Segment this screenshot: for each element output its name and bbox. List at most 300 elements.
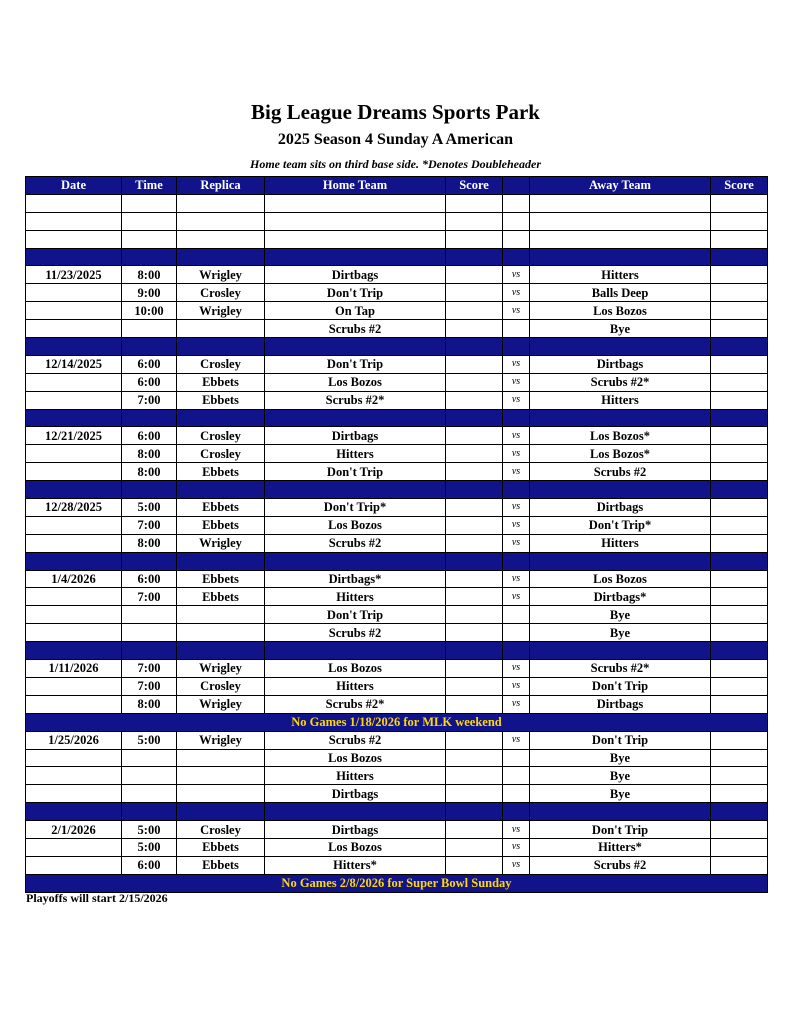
replica-cell: Ebbets	[177, 499, 265, 517]
home-team-cell: Los Bozos	[265, 749, 446, 767]
away-team-cell: Dirtbags*	[530, 588, 711, 606]
home-team-cell: Scrubs #2*	[265, 391, 446, 409]
separator-cell	[711, 642, 768, 660]
blank-cell	[446, 230, 503, 248]
column-header-home-score: Score	[446, 177, 503, 195]
game-row	[26, 677, 768, 695]
replica-cell	[177, 624, 265, 642]
vs-cell: vs	[503, 570, 530, 588]
separator-cell	[530, 803, 711, 821]
time-cell: 5:00	[122, 821, 177, 839]
game-row	[26, 838, 768, 856]
replica-cell: Wrigley	[177, 731, 265, 749]
home-team-cell: Hitters	[265, 677, 446, 695]
separator-cell	[122, 642, 177, 660]
separator-cell	[265, 803, 446, 821]
date-cell	[26, 749, 122, 767]
away-score-cell	[711, 767, 768, 785]
time-cell: 8:00	[122, 695, 177, 713]
vs-cell: vs	[503, 284, 530, 302]
separator-cell	[446, 248, 503, 266]
column-header-replica: Replica	[177, 177, 265, 195]
vs-cell: vs	[503, 856, 530, 874]
away-score-cell	[711, 785, 768, 803]
date-cell	[26, 463, 122, 481]
separator-cell	[530, 481, 711, 499]
playoffs-note: Playoffs will start 2/15/2026	[26, 891, 168, 905]
home-team-cell: Don't Trip	[265, 463, 446, 481]
away-team-cell: Scrubs #2*	[530, 660, 711, 678]
separator-cell	[503, 552, 530, 570]
blank-cell	[711, 194, 768, 212]
blank-cell	[446, 194, 503, 212]
game-row	[26, 499, 768, 517]
home-score-cell	[446, 516, 503, 534]
vs-cell: vs	[503, 445, 530, 463]
blank-row	[26, 194, 768, 212]
game-row	[26, 749, 768, 767]
away-team-cell: Hitters*	[530, 838, 711, 856]
game-row	[26, 516, 768, 534]
date-cell	[26, 785, 122, 803]
separator-cell	[122, 338, 177, 356]
away-score-cell	[711, 624, 768, 642]
separator-cell	[265, 338, 446, 356]
vs-cell: vs	[503, 534, 530, 552]
away-team-cell: Bye	[530, 767, 711, 785]
blank-cell	[711, 212, 768, 230]
home-score-cell	[446, 767, 503, 785]
date-cell	[26, 516, 122, 534]
blank-cell	[177, 230, 265, 248]
home-score-cell	[446, 284, 503, 302]
replica-cell	[177, 785, 265, 803]
game-row	[26, 266, 768, 284]
column-header-vs	[503, 177, 530, 195]
home-score-cell	[446, 749, 503, 767]
replica-cell: Ebbets	[177, 570, 265, 588]
date-cell: 12/21/2025	[26, 427, 122, 445]
home-team-cell: Hitters	[265, 767, 446, 785]
away-score-cell	[711, 284, 768, 302]
replica-cell: Crosley	[177, 821, 265, 839]
separator-cell	[446, 481, 503, 499]
home-score-cell	[446, 534, 503, 552]
away-score-cell	[711, 302, 768, 320]
away-team-cell: Dirtbags	[530, 499, 711, 517]
away-score-cell	[711, 373, 768, 391]
home-team-cell: Los Bozos	[265, 838, 446, 856]
away-team-cell: Hitters	[530, 534, 711, 552]
game-row	[26, 355, 768, 373]
separator-cell	[265, 552, 446, 570]
no-games-text: No Games 2/8/2026 for Super Bowl Sunday	[26, 874, 768, 892]
blank-cell	[177, 194, 265, 212]
column-header-date: Date	[26, 177, 122, 195]
blank-cell	[26, 230, 122, 248]
home-team-cell: Scrubs #2	[265, 731, 446, 749]
separator-row	[26, 552, 768, 570]
date-cell	[26, 284, 122, 302]
no-games-text: No Games 1/18/2026 for MLK weekend	[26, 713, 768, 731]
time-cell: 6:00	[122, 427, 177, 445]
separator-cell	[26, 803, 122, 821]
vs-cell: vs	[503, 731, 530, 749]
date-cell	[26, 624, 122, 642]
vs-cell: vs	[503, 373, 530, 391]
separator-cell	[446, 552, 503, 570]
vs-cell: vs	[503, 821, 530, 839]
separator-cell	[265, 481, 446, 499]
separator-cell	[177, 803, 265, 821]
home-team-cell: Don't Trip	[265, 355, 446, 373]
home-score-cell	[446, 606, 503, 624]
separator-cell	[503, 642, 530, 660]
separator-row	[26, 409, 768, 427]
separator-cell	[122, 409, 177, 427]
game-row	[26, 821, 768, 839]
away-score-cell	[711, 660, 768, 678]
blank-cell	[122, 212, 177, 230]
home-score-cell	[446, 373, 503, 391]
date-cell	[26, 677, 122, 695]
blank-cell	[503, 230, 530, 248]
separator-cell	[711, 248, 768, 266]
away-team-cell: Los Bozos	[530, 302, 711, 320]
away-score-cell	[711, 266, 768, 284]
separator-cell	[265, 409, 446, 427]
date-cell	[26, 838, 122, 856]
away-score-cell	[711, 588, 768, 606]
home-score-cell	[446, 838, 503, 856]
date-cell	[26, 320, 122, 338]
replica-cell: Ebbets	[177, 856, 265, 874]
vs-cell: vs	[503, 266, 530, 284]
game-row	[26, 373, 768, 391]
replica-cell	[177, 320, 265, 338]
vs-cell: vs	[503, 838, 530, 856]
game-row	[26, 606, 768, 624]
separator-cell	[122, 552, 177, 570]
column-header-time: Time	[122, 177, 177, 195]
separator-cell	[711, 338, 768, 356]
game-row	[26, 588, 768, 606]
away-team-cell: Scrubs #2	[530, 463, 711, 481]
schedule-body	[26, 194, 768, 892]
game-row	[26, 695, 768, 713]
time-cell	[122, 785, 177, 803]
away-team-cell: Don't Trip	[530, 677, 711, 695]
date-cell: 12/14/2025	[26, 355, 122, 373]
date-cell	[26, 445, 122, 463]
home-team-cell: Dirtbags*	[265, 570, 446, 588]
blank-row	[26, 212, 768, 230]
away-score-cell	[711, 821, 768, 839]
schedule-table	[25, 176, 768, 893]
column-header-away-team: Away Team	[530, 177, 711, 195]
away-score-cell	[711, 677, 768, 695]
table-header-row	[26, 177, 768, 195]
separator-cell	[503, 409, 530, 427]
date-cell: 12/28/2025	[26, 499, 122, 517]
replica-cell: Ebbets	[177, 463, 265, 481]
blank-cell	[265, 230, 446, 248]
vs-cell	[503, 606, 530, 624]
blank-cell	[26, 194, 122, 212]
away-team-cell: Los Bozos*	[530, 427, 711, 445]
away-team-cell: Los Bozos*	[530, 445, 711, 463]
schedule-note: Home team sits on third base side. *Denotes Doubleheader	[250, 157, 541, 171]
home-team-cell: Hitters*	[265, 856, 446, 874]
away-score-cell	[711, 570, 768, 588]
blank-cell	[122, 194, 177, 212]
separator-row	[26, 803, 768, 821]
home-team-cell: Dirtbags	[265, 821, 446, 839]
vs-cell: vs	[503, 302, 530, 320]
away-team-cell: Bye	[530, 624, 711, 642]
vs-cell: vs	[503, 695, 530, 713]
separator-cell	[122, 481, 177, 499]
vs-cell: vs	[503, 391, 530, 409]
game-row	[26, 302, 768, 320]
time-cell: 6:00	[122, 355, 177, 373]
away-score-cell	[711, 606, 768, 624]
home-team-cell: Dirtbags	[265, 785, 446, 803]
date-cell: 1/11/2026	[26, 660, 122, 678]
time-cell: 7:00	[122, 588, 177, 606]
vs-cell	[503, 624, 530, 642]
blank-row	[26, 230, 768, 248]
away-team-cell: Balls Deep	[530, 284, 711, 302]
time-cell: 7:00	[122, 677, 177, 695]
separator-cell	[530, 248, 711, 266]
home-team-cell: Scrubs #2	[265, 534, 446, 552]
vs-cell: vs	[503, 499, 530, 517]
separator-cell	[503, 338, 530, 356]
separator-row	[26, 338, 768, 356]
home-score-cell	[446, 302, 503, 320]
away-score-cell	[711, 391, 768, 409]
replica-cell: Wrigley	[177, 534, 265, 552]
away-team-cell: Bye	[530, 606, 711, 624]
time-cell: 6:00	[122, 373, 177, 391]
home-score-cell	[446, 391, 503, 409]
separator-row	[26, 248, 768, 266]
replica-cell: Ebbets	[177, 838, 265, 856]
game-row	[26, 463, 768, 481]
separator-cell	[265, 248, 446, 266]
replica-cell: Wrigley	[177, 660, 265, 678]
time-cell	[122, 749, 177, 767]
away-team-cell: Hitters	[530, 391, 711, 409]
home-score-cell	[446, 445, 503, 463]
no-games-row	[26, 713, 768, 731]
blank-cell	[530, 212, 711, 230]
game-row	[26, 427, 768, 445]
blank-cell	[503, 194, 530, 212]
home-team-cell: Don't Trip*	[265, 499, 446, 517]
separator-cell	[26, 409, 122, 427]
page-title: Big League Dreams Sports Park	[251, 100, 540, 124]
home-team-cell: Los Bozos	[265, 373, 446, 391]
time-cell: 10:00	[122, 302, 177, 320]
blank-cell	[177, 212, 265, 230]
away-team-cell: Don't Trip	[530, 731, 711, 749]
time-cell: 7:00	[122, 660, 177, 678]
home-team-cell: Don't Trip	[265, 284, 446, 302]
separator-cell	[711, 552, 768, 570]
date-cell	[26, 606, 122, 624]
vs-cell: vs	[503, 588, 530, 606]
vs-cell	[503, 749, 530, 767]
home-score-cell	[446, 463, 503, 481]
date-cell	[26, 373, 122, 391]
replica-cell: Crosley	[177, 355, 265, 373]
separator-cell	[446, 338, 503, 356]
home-score-cell	[446, 785, 503, 803]
away-score-cell	[711, 320, 768, 338]
date-cell: 1/4/2026	[26, 570, 122, 588]
blank-cell	[530, 230, 711, 248]
blank-cell	[26, 212, 122, 230]
date-cell	[26, 391, 122, 409]
game-row	[26, 391, 768, 409]
vs-cell: vs	[503, 355, 530, 373]
separator-cell	[446, 409, 503, 427]
time-cell: 7:00	[122, 516, 177, 534]
away-score-cell	[711, 695, 768, 713]
time-cell: 8:00	[122, 463, 177, 481]
away-score-cell	[711, 534, 768, 552]
time-cell: 7:00	[122, 391, 177, 409]
separator-cell	[503, 481, 530, 499]
home-score-cell	[446, 499, 503, 517]
separator-cell	[122, 248, 177, 266]
separator-cell	[177, 409, 265, 427]
replica-cell: Crosley	[177, 427, 265, 445]
replica-cell: Crosley	[177, 284, 265, 302]
away-score-cell	[711, 445, 768, 463]
separator-cell	[177, 481, 265, 499]
time-cell: 8:00	[122, 266, 177, 284]
date-cell	[26, 302, 122, 320]
separator-cell	[711, 409, 768, 427]
home-team-cell: Los Bozos	[265, 660, 446, 678]
date-cell: 1/25/2026	[26, 731, 122, 749]
separator-cell	[26, 481, 122, 499]
away-score-cell	[711, 838, 768, 856]
blank-cell	[446, 212, 503, 230]
vs-cell: vs	[503, 677, 530, 695]
time-cell: 6:00	[122, 856, 177, 874]
time-cell	[122, 624, 177, 642]
home-team-cell: Hitters	[265, 445, 446, 463]
replica-cell: Wrigley	[177, 695, 265, 713]
home-score-cell	[446, 677, 503, 695]
replica-cell: Crosley	[177, 677, 265, 695]
separator-cell	[265, 642, 446, 660]
time-cell: 9:00	[122, 284, 177, 302]
game-row	[26, 660, 768, 678]
separator-cell	[530, 642, 711, 660]
vs-cell: vs	[503, 660, 530, 678]
home-team-cell: Dirtbags	[265, 427, 446, 445]
home-team-cell: Don't Trip	[265, 606, 446, 624]
replica-cell: Ebbets	[177, 516, 265, 534]
away-team-cell: Los Bozos	[530, 570, 711, 588]
separator-row	[26, 642, 768, 660]
home-team-cell: On Tap	[265, 302, 446, 320]
time-cell: 5:00	[122, 499, 177, 517]
separator-cell	[530, 552, 711, 570]
away-team-cell: Don't Trip	[530, 821, 711, 839]
separator-cell	[711, 803, 768, 821]
replica-cell	[177, 749, 265, 767]
away-score-cell	[711, 516, 768, 534]
separator-cell	[446, 803, 503, 821]
time-cell: 6:00	[122, 570, 177, 588]
time-cell	[122, 767, 177, 785]
home-score-cell	[446, 660, 503, 678]
separator-cell	[177, 552, 265, 570]
game-row	[26, 534, 768, 552]
game-row	[26, 856, 768, 874]
home-score-cell	[446, 266, 503, 284]
home-team-cell: Los Bozos	[265, 516, 446, 534]
separator-cell	[26, 642, 122, 660]
no-games-row	[26, 874, 768, 892]
separator-cell	[503, 248, 530, 266]
home-team-cell: Scrubs #2	[265, 320, 446, 338]
page-subtitle: 2025 Season 4 Sunday A American	[277, 131, 514, 148]
vs-cell: vs	[503, 516, 530, 534]
home-score-cell	[446, 856, 503, 874]
replica-cell: Ebbets	[177, 373, 265, 391]
date-cell: 2/1/2026	[26, 821, 122, 839]
blank-cell	[122, 230, 177, 248]
home-score-cell	[446, 624, 503, 642]
game-row	[26, 320, 768, 338]
home-score-cell	[446, 570, 503, 588]
home-team-cell: Scrubs #2*	[265, 695, 446, 713]
home-score-cell	[446, 320, 503, 338]
separator-row	[26, 481, 768, 499]
home-team-cell: Hitters	[265, 588, 446, 606]
away-team-cell: Hitters	[530, 266, 711, 284]
away-team-cell: Dirtbags	[530, 695, 711, 713]
column-header-away-score: Score	[711, 177, 768, 195]
away-team-cell: Bye	[530, 749, 711, 767]
vs-cell	[503, 320, 530, 338]
home-team-cell: Dirtbags	[265, 266, 446, 284]
away-team-cell: Bye	[530, 320, 711, 338]
separator-cell	[530, 409, 711, 427]
date-cell	[26, 695, 122, 713]
away-team-cell: Dirtbags	[530, 355, 711, 373]
home-score-cell	[446, 695, 503, 713]
separator-cell	[446, 642, 503, 660]
game-row	[26, 731, 768, 749]
time-cell: 8:00	[122, 534, 177, 552]
game-row	[26, 570, 768, 588]
vs-cell: vs	[503, 463, 530, 481]
away-score-cell	[711, 856, 768, 874]
vs-cell: vs	[503, 427, 530, 445]
away-team-cell: Scrubs #2*	[530, 373, 711, 391]
away-score-cell	[711, 749, 768, 767]
away-score-cell	[711, 731, 768, 749]
separator-cell	[530, 338, 711, 356]
